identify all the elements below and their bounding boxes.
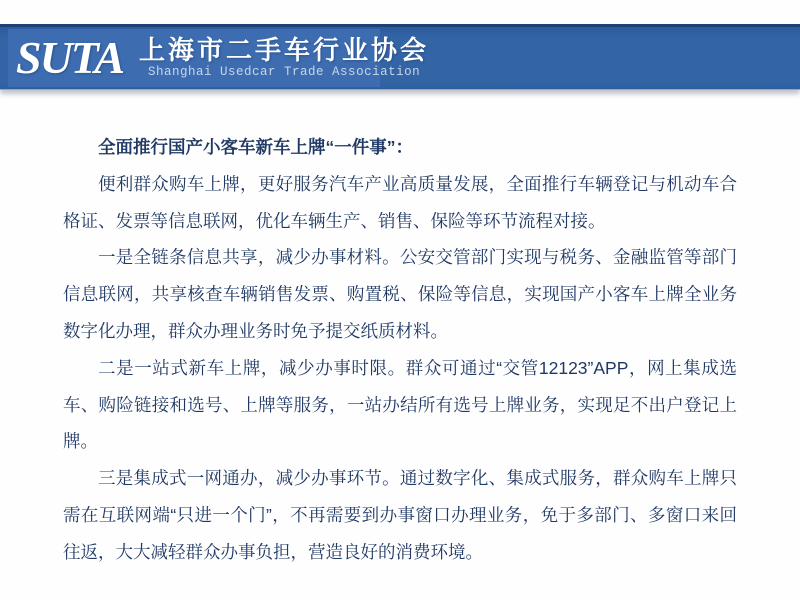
org-names xyxy=(139,34,430,80)
org-name-chinese: 上海市二手车行业协会 xyxy=(139,34,430,65)
org-name-english: Shanghai Usedcar Trade Association xyxy=(148,65,421,80)
org-logo xyxy=(8,29,430,87)
paragraph-point-two: 二是一站式新车上牌，减少办事时限。群众可通过“交管12123”APP，网上集成选车、购险链接和选号、上牌等服务，一站办结所有选号上牌业务，实现足不出户登记上牌。 xyxy=(63,357,737,452)
paragraph-point-three: 三是集成式一网通办，减少办事环节。通过数字化、集成式服务，群众购车上牌只需在互联网端“只进一个门”，不再需要到办事窗口办理业务，免于多部门、多窗口来回往返，大大减轻群众办事负担，营造良好的消费环境。 xyxy=(63,468,737,562)
paragraph-point-one: 一是全链条信息共享，减少办事材料。公安交管部门实现与税务、金融监管等部门信息联网，共享核查车辆销售发票、购置税、保险等信息，实现国产小客车上牌全业务数字化办理，群众办理业务时免予提交纸质材料。 xyxy=(63,247,737,341)
paragraph-intro: 便利群众购车上牌，更好服务汽车产业高质量发展，全面推行车辆登记与机动车合格证、发票等信息联网，优化车辆生产、销售、保险等环节流程对接。 xyxy=(63,173,737,231)
logo-acronym-text: SUTA xyxy=(16,32,124,83)
document-body xyxy=(63,129,737,571)
header-banner xyxy=(0,24,800,90)
document-title: 全面推行国产小客车新车上牌“一件事”： xyxy=(98,137,413,157)
